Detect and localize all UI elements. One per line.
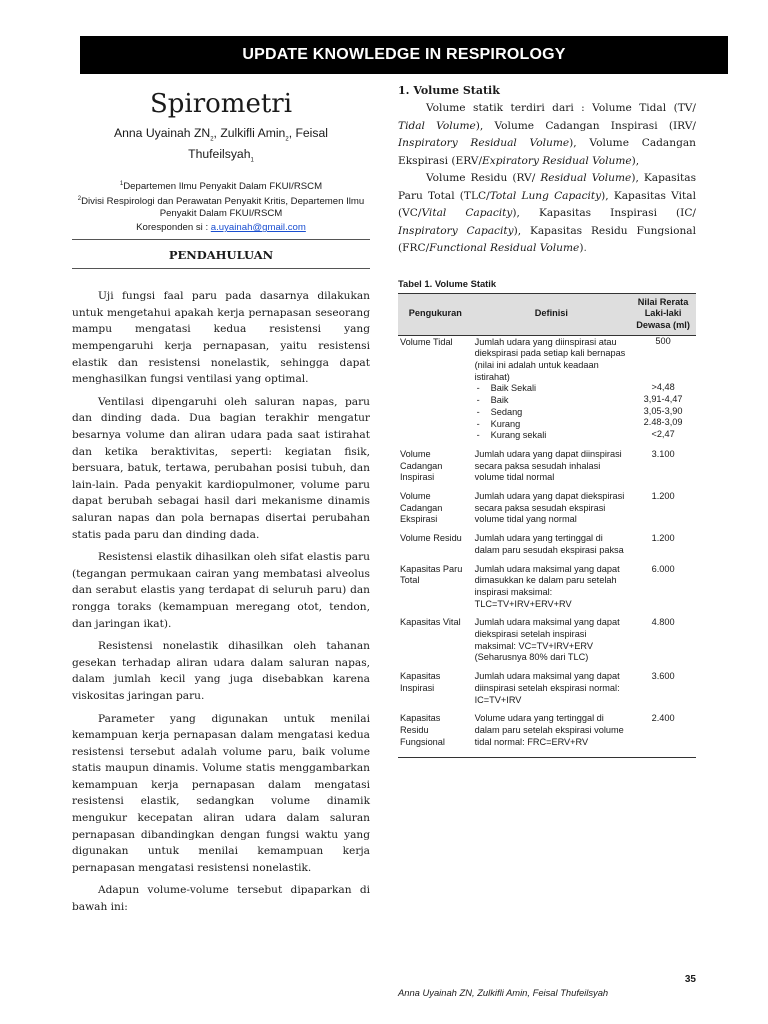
author-list: Anna Uyainah $ZN_2$, Zulkifli Amin$_2$, Feisal Thufeilsyah$_1$ [114, 126, 328, 164]
paragraph: Parameter yang digunakan untuk menilai kemampuan kerja pernapasan dalam mengatasi kedua resistensi tersebut adalah volume paru, baik volume statis maupun dinamis. Volume statis menggambarkan kemampuan kerja pernapasan dalam mengatasi resistensi elastik, sedangkan volume dinamik mengukur kecepatan aliran udara dalam saluran pernapasan dibandingkan dengan fungsi waktu yang digunakan untuk menilai kemampuan kerja pernapasan mengatasi resistensi nonelastik. [72, 712, 370, 874]
category-label: Baik Sekali [490, 383, 537, 394]
table-row [398, 666, 696, 708]
cell-name: Kapasitas Paru Total [400, 563, 463, 586]
page-footer: Anna Uyainah ZN, Zulkifli Amin, Feisal Thufeilsyah [398, 987, 609, 998]
category-item: - Baik Sekali [476, 383, 537, 394]
cell-definition: Volume udara yang tertinggal di dalam paru setelah ekspirasi volume tidal normal: FRC=ERV+RV [473, 708, 631, 758]
table-row [398, 559, 696, 613]
divider [72, 239, 370, 240]
header-definisi: Definisi [473, 293, 631, 335]
category-value: <2,47 [651, 429, 675, 440]
category-label: Baik [490, 395, 509, 406]
cell-value: 2.400 [630, 708, 696, 758]
table-row [398, 612, 696, 666]
cell-definition: Jumlah udara yang tertinggal di dalam paru sesudah ekspirasi paksa [474, 533, 624, 555]
cell-value: 3.100 [651, 448, 675, 459]
category-value: 2.48-3,09 [643, 417, 683, 428]
cell-name: Volume Cadangan Inspirasi [400, 448, 443, 483]
paragraph: Adapun volume-volume tersebut dipaparkan di bawah ini: [72, 884, 370, 914]
cell-name: Kapasitas Vital [400, 617, 461, 628]
header-pengukuran: Pengukuran [398, 293, 473, 335]
cell-name: Kapasitas Inspirasi [400, 671, 441, 693]
left-column [72, 84, 370, 922]
correspondence: Koresponden si : a.uyainah@gmail.com [136, 222, 306, 234]
cell-name: Volume Residu [400, 533, 462, 544]
section-heading: PENDAHULUAN [72, 248, 370, 269]
cell-definition: Jumlah udara maksimal yang dapat diinspirasi setelah ekspirasi normal: IC=TV+IRV [474, 671, 620, 705]
table-title: Tabel 1. Volume Statik [398, 277, 497, 289]
category-label: Sedang [490, 406, 523, 417]
category-item: - Sedang [476, 406, 523, 417]
category-item: - Kurang [476, 418, 521, 429]
article-title: Spirometri [149, 89, 293, 119]
cell-definition: Jumlah udara yang diinspirasi atau diekspirasi pada setiap kali bernapas (nilai ini adalah untuk keadaan istirahat) - Baik Sekali - Baik - Sedang - Kurang - Kurang sekali [473, 335, 631, 444]
email-link[interactable]: a.uyainah@gmail.com [210, 222, 306, 234]
volume-statik-table [398, 293, 696, 759]
intro-body [72, 288, 370, 915]
table-row [398, 708, 696, 758]
cell-value: 4.800 [651, 617, 675, 628]
cell-name: Volume Tidal [400, 336, 453, 347]
header-nilai: Nilai Rerata Laki-laki Dewasa (ml) [630, 293, 696, 335]
cell-definition: Jumlah udara yang dapat diinspirasi secara paksa sesudah inhalasi volume tidal normal [474, 448, 622, 483]
table-row [398, 528, 696, 558]
table-row [398, 335, 696, 444]
table-row [398, 444, 696, 486]
cell-value: 500 >4,48 3,91-4,47 3,05-3,90 2.48-3,09 <2,47 [630, 335, 696, 444]
table-row [398, 486, 696, 528]
cell-definition: Jumlah udara maksimal yang dapat dimasukkan ke dalam paru setelah inspirasi maksimal: TLC=TV+IRV+ERV+RV [474, 563, 620, 609]
category-value: 3,91-4,47 [643, 394, 683, 405]
category-label: Kurang [490, 418, 521, 429]
volume-statik-text: Volume statik terdiri dari : Volume Tidal (TV/ Tidal Volume), Volume Cadangan Inspirasi (IRV/ Inspiratory Residual Volume), Volume Cadangan Ekspirasi (ERV/Expiratory Residual Volume), Volume Residu (RV/ Residual Volume), Kapasitas Paru Total (TLC/Total Lung Capacity), Kapasitas Vital (VC/Vital Capacity), Kapasitas Inspirasi (IC/ Inspiratory Capacity), Kapasitas Residu Fungsional (FRC/Functional Residual Volume). [398, 102, 697, 254]
volume-statik-heading: 1. Volume Statik [398, 84, 500, 97]
page-number: 35 [684, 974, 696, 985]
paragraph: Ventilasi dipengaruhi oleh saluran napas, paru dan dinding dada. Dua bagian terakhir mengatur besarnya volume dan aliran udara pada saat istirahat dan ketika beraktivitas, seperti: kegiatan fisik, bersuara, batuk, tertawa, perubahan posisi tubuh, dan lain-lain. Pada penyakit kardiopulmoner, volume paru dapat berubah sebagai hasil dari mekanisme dinamis saluran napas dan pola bernapas disertai perubahan statis pada paru dan dinding dada. [72, 395, 370, 541]
category-item: - Kurang sekali [476, 430, 547, 441]
paragraph: Resistensi nonelastik dihasilkan oleh tahanan gesekan terhadap aliran udara dalam saluran napas, dalam jumlah kecil yang juga disebabkan karena viskositas jaringan paru. [72, 640, 370, 702]
category-value: 3,05-3,90 [643, 405, 683, 416]
cell-value: 6.000 [651, 563, 675, 574]
cell-name: Volume Cadangan Ekspirasi [400, 491, 443, 525]
right-column [398, 84, 696, 758]
category-item: - Baik [476, 395, 509, 406]
journal-banner: UPDATE KNOWLEDGE IN RESPIROLOGY [80, 36, 728, 74]
paragraph: Uji fungsi faal paru pada dasarnya dilakukan untuk mengetahui apakah kerja pernapasan seseorang mampu mengatasi kedua resistensi yang mempengaruhi kerja pernapasan, yaitu resistensi elastik dan resistensi nonelastik, sehingga dapat menghasilkan fungsi ventilasi yang optimal. [72, 290, 370, 386]
cell-definition: Jumlah udara maksimal yang dapat diekspirasi setelah inspirasi maksimal: VC=TV+IRV+ERV (Seharusnya 80% dari TLC) [474, 617, 620, 663]
cell-definition: Jumlah udara yang dapat diekspirasi secara paksa sesudah ekspirasi volume tidal yang normal [474, 491, 625, 525]
category-value: >4,48 [651, 382, 675, 393]
cell-value: 3.600 [651, 671, 675, 682]
category-label: Kurang sekali [490, 430, 547, 441]
paragraph: Resistensi elastik dihasilkan oleh sifat elastis paru (tegangan permukaan cairan yang membatasi alveolus dan serabut elastis yang terdapat di seluruh paru) dan rongga toraks (kemampuan meregang otot, tendon, dan jaringan ikat). [72, 551, 370, 630]
affiliations: $^1$Departemen Ilmu Penyakit Dalam FKUI/RSCM $^2$Divisi Respirologi dan Perawatan Penyakit Kritis, Departemen Ilmu Penyakit Dalam FKUI/RSCM [77, 180, 365, 220]
cell-value: 1.200 [651, 533, 675, 544]
cell-value: 1.200 [651, 491, 675, 502]
cell-name: Kapasitas Residu Fungsional [398, 708, 473, 758]
